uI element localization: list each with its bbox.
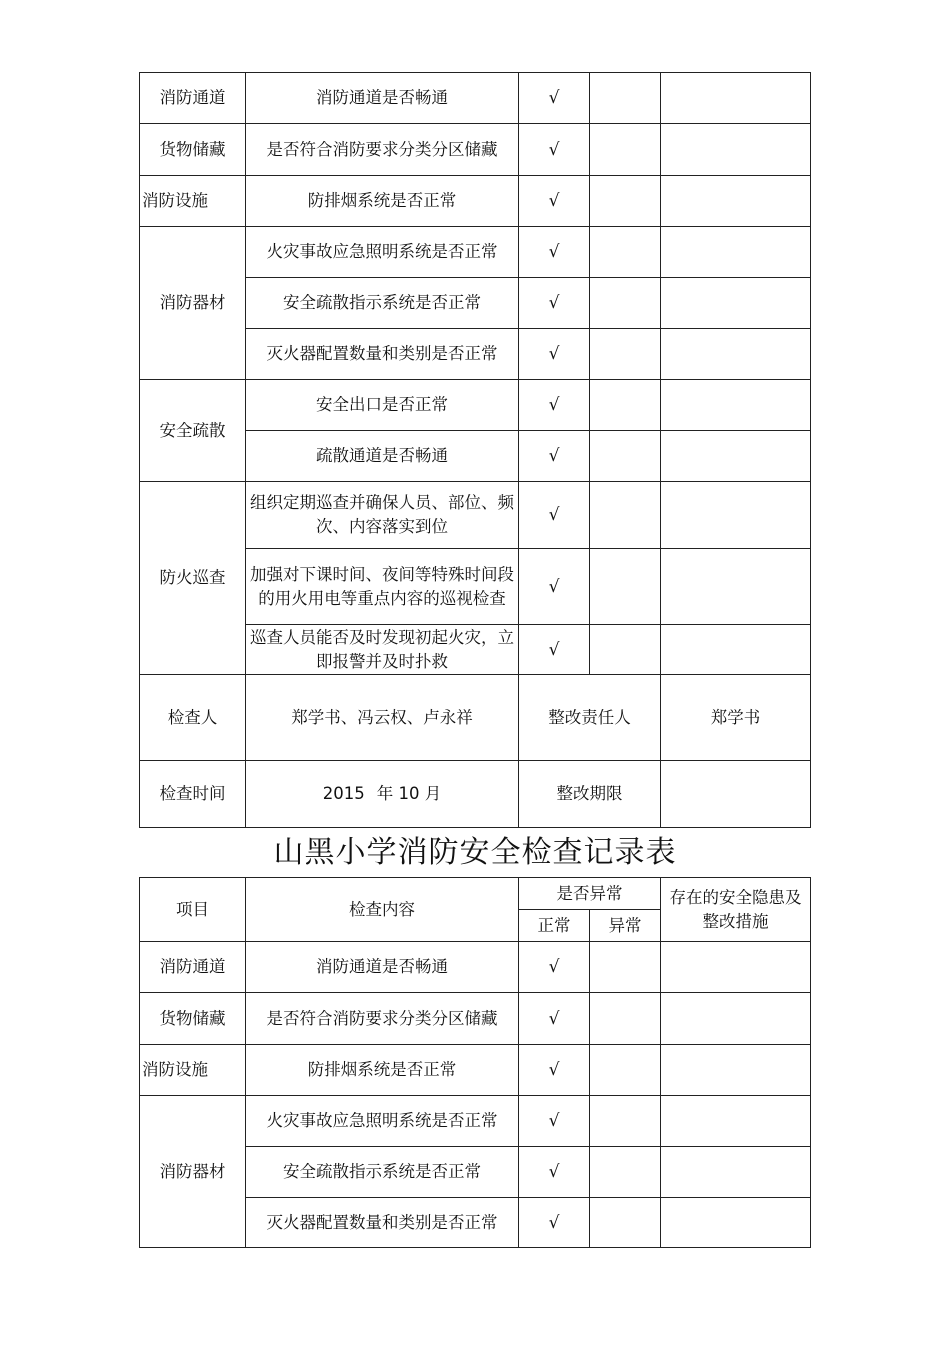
- normal-check-cell: √: [519, 1147, 590, 1198]
- header-hazard: 存在的安全隐患及整改措施: [661, 878, 811, 942]
- hazard-cell: [661, 431, 811, 482]
- content-cell: 组织定期巡查并确保人员、部位、频次、内容落实到位: [246, 482, 519, 549]
- table-row: [140, 380, 811, 431]
- table-row: [140, 176, 811, 227]
- content-cell: 是否符合消防要求分类分区储藏: [246, 993, 519, 1045]
- category-cell: 消防器材: [140, 1096, 246, 1248]
- hazard-cell: [661, 329, 811, 380]
- inspector-row: [140, 675, 811, 761]
- content-cell: 防排烟系统是否正常: [246, 1045, 519, 1096]
- time-value: [246, 761, 519, 828]
- normal-check-cell: √: [519, 993, 590, 1045]
- category-cell: 消防设施: [140, 1045, 246, 1096]
- normal-check-cell: √: [519, 278, 590, 329]
- content-cell: 安全疏散指示系统是否正常: [246, 278, 519, 329]
- content-cell: 加强对下课时间、夜间等特殊时间段的用火用电等重点内容的巡视检查: [246, 549, 519, 625]
- hazard-cell: [661, 625, 811, 675]
- category-cell: 安全疏散: [140, 380, 246, 482]
- normal-check-cell: √: [519, 431, 590, 482]
- time-label: 检查时间: [140, 761, 246, 828]
- deadline-value: [661, 761, 811, 828]
- header-content: 检查内容: [246, 878, 519, 942]
- normal-check-cell: √: [519, 227, 590, 278]
- header-item: 项目: [140, 878, 246, 942]
- table-row: [140, 124, 811, 176]
- deadline-label: 整改期限: [519, 761, 661, 828]
- content-cell: 消防通道是否畅通: [246, 942, 519, 993]
- category-cell: 消防设施: [140, 176, 246, 227]
- category-cell: 货物储藏: [140, 124, 246, 176]
- table-row: [140, 227, 811, 278]
- content-cell: 是否符合消防要求分类分区储藏: [246, 124, 519, 176]
- normal-check-cell: √: [519, 329, 590, 380]
- category-cell: 货物储藏: [140, 993, 246, 1045]
- abnormal-cell: [590, 329, 661, 380]
- normal-check-cell: √: [519, 73, 590, 124]
- content-cell: 防排烟系统是否正常: [246, 176, 519, 227]
- category-cell: 防火巡查: [140, 482, 246, 675]
- header-abnormal-question: 是否异常: [519, 878, 661, 910]
- table-row: [140, 993, 811, 1045]
- category-cell: 消防通道: [140, 73, 246, 124]
- responsible-value: 郑学书: [661, 675, 811, 761]
- table-row: [140, 942, 811, 993]
- time-year: 2015: [322, 784, 365, 803]
- normal-check-cell: √: [519, 549, 590, 625]
- abnormal-cell: [590, 1045, 661, 1096]
- content-cell: 火灾事故应急照明系统是否正常: [246, 1096, 519, 1147]
- responsible-label: 整改责任人: [519, 675, 661, 761]
- header-row: [140, 878, 811, 910]
- form-title: 山黑小学消防安全检查记录表: [273, 835, 677, 870]
- content-cell: 安全出口是否正常: [246, 380, 519, 431]
- hazard-cell: [661, 73, 811, 124]
- hazard-cell: [661, 1198, 811, 1248]
- inspection-table: [139, 877, 811, 1248]
- abnormal-cell: [590, 431, 661, 482]
- normal-check-cell: √: [519, 1096, 590, 1147]
- hazard-cell: [661, 482, 811, 549]
- table-row: [140, 1096, 811, 1147]
- abnormal-cell: [590, 942, 661, 993]
- hazard-cell: [661, 380, 811, 431]
- hazard-cell: [661, 1045, 811, 1096]
- time-month: 10: [398, 784, 420, 803]
- table-row: [140, 482, 811, 549]
- abnormal-cell: [590, 549, 661, 625]
- content-cell: 火灾事故应急照明系统是否正常: [246, 227, 519, 278]
- hazard-cell: [661, 993, 811, 1045]
- content-cell: 灭火器配置数量和类别是否正常: [246, 1198, 519, 1248]
- hazard-cell: [661, 549, 811, 625]
- time-month-unit: 月: [424, 784, 442, 803]
- inspector-value: 郑学书、冯云权、卢永祥: [246, 675, 519, 761]
- hazard-cell: [661, 942, 811, 993]
- normal-check-cell: √: [519, 176, 590, 227]
- content-cell: 巡查人员能否及时发现初起火灾，立即报警并及时扑救: [246, 625, 519, 675]
- abnormal-cell: [590, 993, 661, 1045]
- normal-check-cell: √: [519, 942, 590, 993]
- abnormal-cell: [590, 278, 661, 329]
- normal-check-cell: √: [519, 482, 590, 549]
- normal-check-cell: √: [519, 1045, 590, 1096]
- abnormal-cell: [590, 482, 661, 549]
- hazard-cell: [661, 227, 811, 278]
- abnormal-cell: [590, 176, 661, 227]
- time-row: [140, 761, 811, 828]
- content-cell: 疏散通道是否畅通: [246, 431, 519, 482]
- normal-check-cell: √: [519, 380, 590, 431]
- abnormal-cell: [590, 1096, 661, 1147]
- time-year-unit: 年: [376, 784, 394, 803]
- normal-check-cell: √: [519, 124, 590, 176]
- table-row: [140, 73, 811, 124]
- hazard-cell: [661, 176, 811, 227]
- hazard-cell: [661, 1147, 811, 1198]
- abnormal-cell: [590, 380, 661, 431]
- header-abnormal: 异常: [590, 910, 661, 942]
- normal-check-cell: √: [519, 1198, 590, 1248]
- category-cell: 消防通道: [140, 942, 246, 993]
- hazard-cell: [661, 278, 811, 329]
- content-cell: 安全疏散指示系统是否正常: [246, 1147, 519, 1198]
- normal-check-cell: √: [519, 625, 590, 675]
- header-normal: 正常: [519, 910, 590, 942]
- abnormal-cell: [590, 124, 661, 176]
- table-row: [140, 1045, 811, 1096]
- abnormal-cell: [590, 625, 661, 675]
- abnormal-cell: [590, 1147, 661, 1198]
- inspector-label: 检查人: [140, 675, 246, 761]
- hazard-cell: [661, 124, 811, 176]
- content-cell: 消防通道是否畅通: [246, 73, 519, 124]
- content-cell: 灭火器配置数量和类别是否正常: [246, 329, 519, 380]
- inspection-table-continued: [139, 72, 811, 828]
- abnormal-cell: [590, 227, 661, 278]
- category-cell: 消防器材: [140, 227, 246, 380]
- abnormal-cell: [590, 73, 661, 124]
- hazard-cell: [661, 1096, 811, 1147]
- abnormal-cell: [590, 1198, 661, 1248]
